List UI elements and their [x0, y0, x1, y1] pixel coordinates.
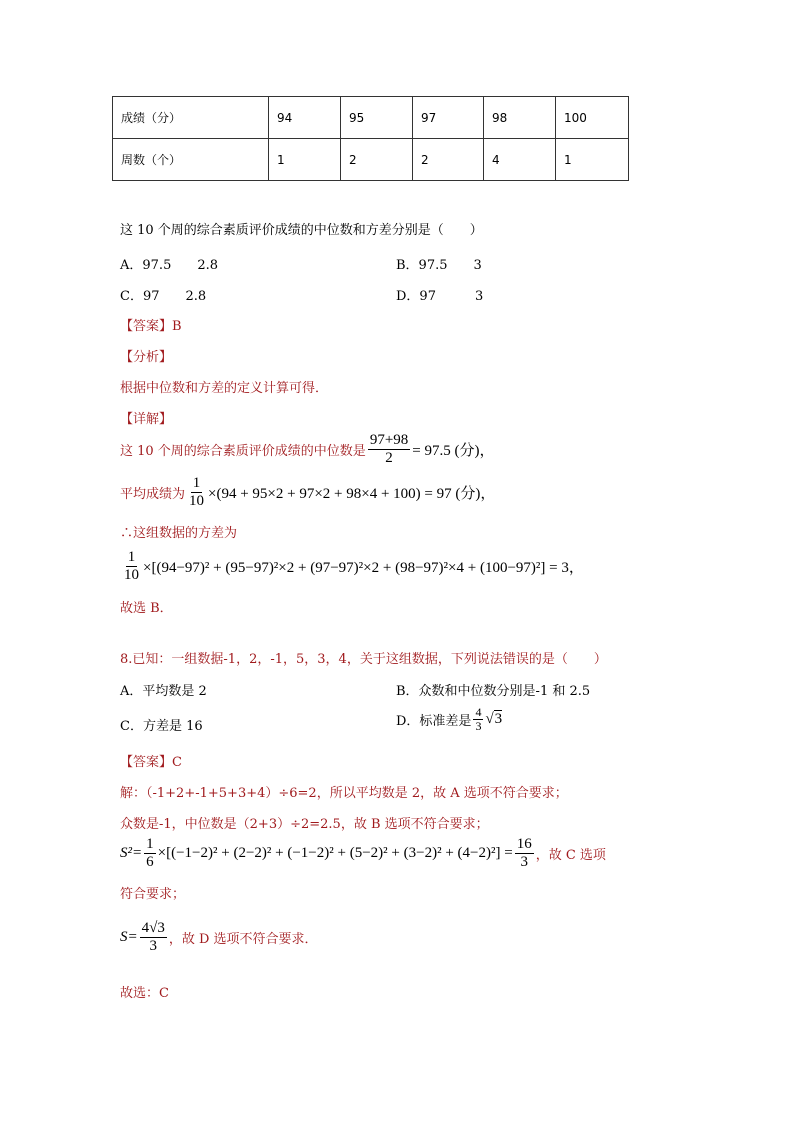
q8-step-mode: 众数是-1，中位数是（2+3）÷2=2.5，故 B 选项不符合要求； [120, 817, 489, 832]
q7-option-a: A．97.5 2.8 [120, 258, 219, 273]
table-cell: 周数（个） [113, 139, 269, 181]
q8-choose: 故选：C [120, 986, 169, 1001]
q7-answer: 【答案】B [120, 319, 182, 334]
q7-median-text: 这 10 个周的综合素质评价成绩的中位数是 [120, 444, 366, 459]
q8-step-mean: 解：（-1+2+-1+5+3+4）÷6=2，所以平均数是 2，故 A 选项不符合要求； [120, 786, 568, 801]
sqrt-symbol: √3 [485, 711, 503, 727]
table-cell: 1 [269, 139, 341, 181]
q8-variance-formula [120, 836, 606, 871]
q8-stddev-formula [120, 920, 318, 955]
table-cell: 97 [413, 97, 484, 139]
fraction-numerator: 1 [127, 549, 136, 565]
table-cell: 94 [269, 97, 341, 139]
q7-median-result: = 97.5 (分)， [412, 443, 495, 459]
fraction-numerator: 4√3 [141, 920, 165, 936]
q7-variance-label: ∴这组数据的方差为 [120, 526, 238, 541]
table-cell: 2 [413, 139, 484, 181]
q8-variance-note: ，故 C 选项 [535, 848, 606, 863]
fraction [368, 432, 410, 467]
q8-variance-cont: 符合要求； [120, 887, 186, 902]
fraction-denominator: 10 [189, 493, 205, 509]
fraction [187, 475, 206, 510]
fraction-numerator: 1 [192, 475, 201, 491]
q8-option-b: B．众数和中位数分别是-1 和 2.5 [396, 684, 591, 699]
q7-option-d: D．97 3 [396, 289, 484, 304]
q8-stem: 8.已知：一组数据-1，2，-1，5，3，4，关于这组数据，下列说法错误的是（ ） [120, 652, 607, 667]
q7-option-b: B．97.5 3 [396, 258, 482, 273]
table-cell: 98 [484, 97, 556, 139]
table-row [113, 139, 629, 181]
fraction-numerator: 16 [516, 836, 532, 852]
q7-mean-line [120, 475, 495, 510]
q8-stddev-lhs: S= [120, 929, 138, 945]
q8-option-c: C．方差是 16 [120, 719, 203, 734]
q8-option-d-text: D．标准差是 [396, 714, 472, 729]
table-row [113, 97, 629, 139]
q7-option-c: C．97 2.8 [120, 289, 207, 304]
q7-median-line [120, 432, 494, 467]
q8-variance-lhs: S²= [120, 845, 143, 861]
q7-mean-text: 平均成绩为 [120, 487, 186, 502]
fraction-numerator: 97+98 [369, 432, 409, 448]
fraction [473, 706, 483, 733]
sqrt-radicand: 3 [494, 711, 503, 727]
fraction-numerator: 1 [146, 836, 154, 852]
q8-option-a: A．平均数是 2 [120, 684, 207, 699]
q7-detail-tag: 【详解】 [120, 412, 173, 427]
q7-variance-formula [120, 549, 584, 584]
fraction [515, 836, 534, 871]
fraction [140, 920, 167, 955]
q8-answer: 【答案】C [120, 755, 182, 770]
table-cell: 1 [556, 139, 629, 181]
table-cell: 100 [556, 97, 629, 139]
q8-variance-expr: ×[(−1−2)² + (2−2)² + (−1−2)² + (5−2)² + (3−2)² + (4−2)²] = [157, 845, 513, 861]
q7-analysis-tag: 【分析】 [120, 350, 173, 365]
q8-stddev-note: ，故 D 选项不符合要求． [168, 932, 318, 947]
fraction-denominator: 3 [475, 719, 482, 733]
q7-choose: 故选 B． [120, 601, 173, 616]
fraction [122, 549, 141, 584]
fraction-denominator: 3 [520, 854, 528, 870]
fraction-denominator: 10 [124, 567, 139, 583]
fraction-denominator: 6 [146, 854, 154, 870]
table-cell: 成绩（分） [113, 97, 269, 139]
fraction [144, 836, 156, 871]
q7-stem: 这 10 个周的综合素质评价成绩的中位数和方差分别是（ ） [120, 223, 483, 238]
q7-analysis-text: 根据中位数和方差的定义计算可得． [120, 381, 329, 396]
fraction-denominator: 3 [149, 938, 157, 954]
q7-mean-expr: ×(94 + 95×2 + 97×2 + 98×4 + 100) = 97 (分)， [208, 486, 496, 502]
score-table [112, 96, 629, 181]
q7-variance-expr: ×[(94−97)² + (95−97)²×2 + (97−97)²×2 + (98−97)²×4 + (100−97)²] = 3， [143, 560, 584, 576]
q8-option-d [396, 706, 502, 733]
table-cell: 4 [484, 139, 556, 181]
table-cell: 95 [341, 97, 413, 139]
fraction-numerator: 4 [475, 705, 482, 719]
table-cell: 2 [341, 139, 413, 181]
fraction-denominator: 2 [385, 450, 393, 466]
